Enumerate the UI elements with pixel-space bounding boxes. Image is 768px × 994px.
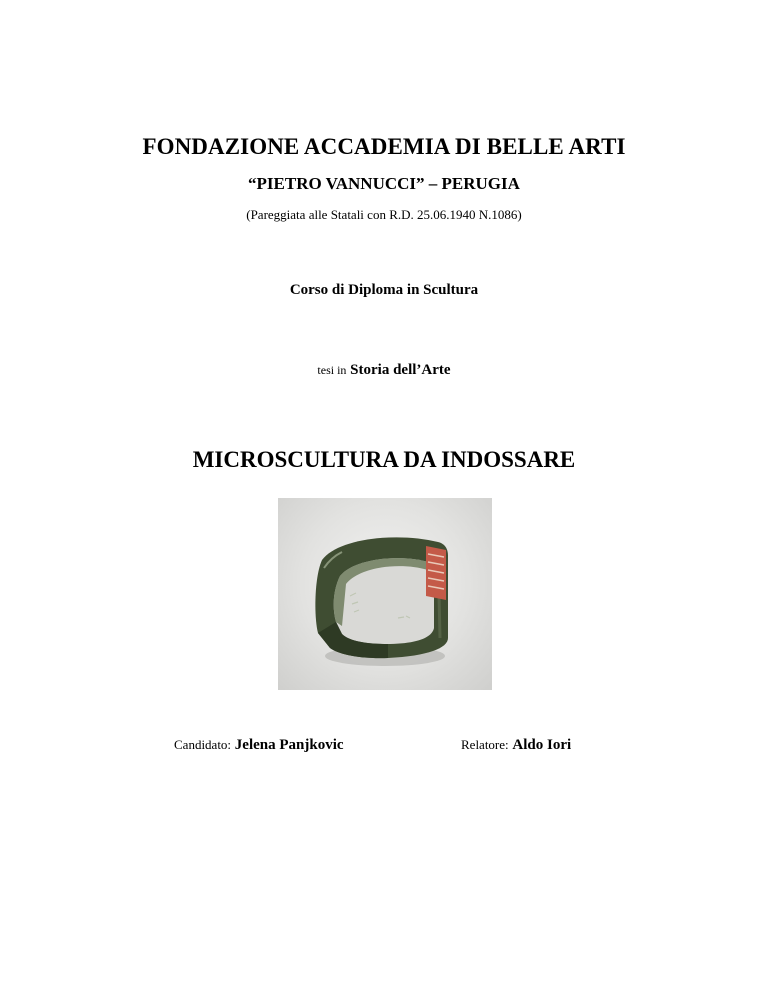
candidate-name: Jelena Panjkovic: [234, 737, 344, 753]
thesis-prefix: tesi in: [317, 363, 347, 377]
thesis-subject: Storia dell’Arte: [350, 362, 451, 378]
supervisor-name: Aldo Iori: [512, 737, 572, 753]
supervisor-role: Relatore:: [461, 737, 509, 752]
supervisor-line: [461, 737, 571, 754]
thesis-line: [0, 362, 768, 379]
work-title: MICROSCULTURA DA INDOSSARE: [192, 447, 576, 472]
course-name: Corso di Diploma in Scultura: [289, 282, 479, 298]
glass-bracelet-photo: [278, 498, 492, 690]
bracelet-image: [278, 498, 492, 690]
institution-title: FONDAZIONE ACCADEMIA DI BELLE ARTI: [142, 134, 626, 159]
candidate-role: Candidato:: [174, 737, 232, 752]
candidate-line: [174, 737, 344, 754]
institution-subtitle: “PIETRO VANNUCCI” – PERUGIA: [248, 174, 520, 193]
institution-note: (Pareggiata alle Statali con R.D. 25.06.1940 N.1086): [246, 207, 522, 222]
